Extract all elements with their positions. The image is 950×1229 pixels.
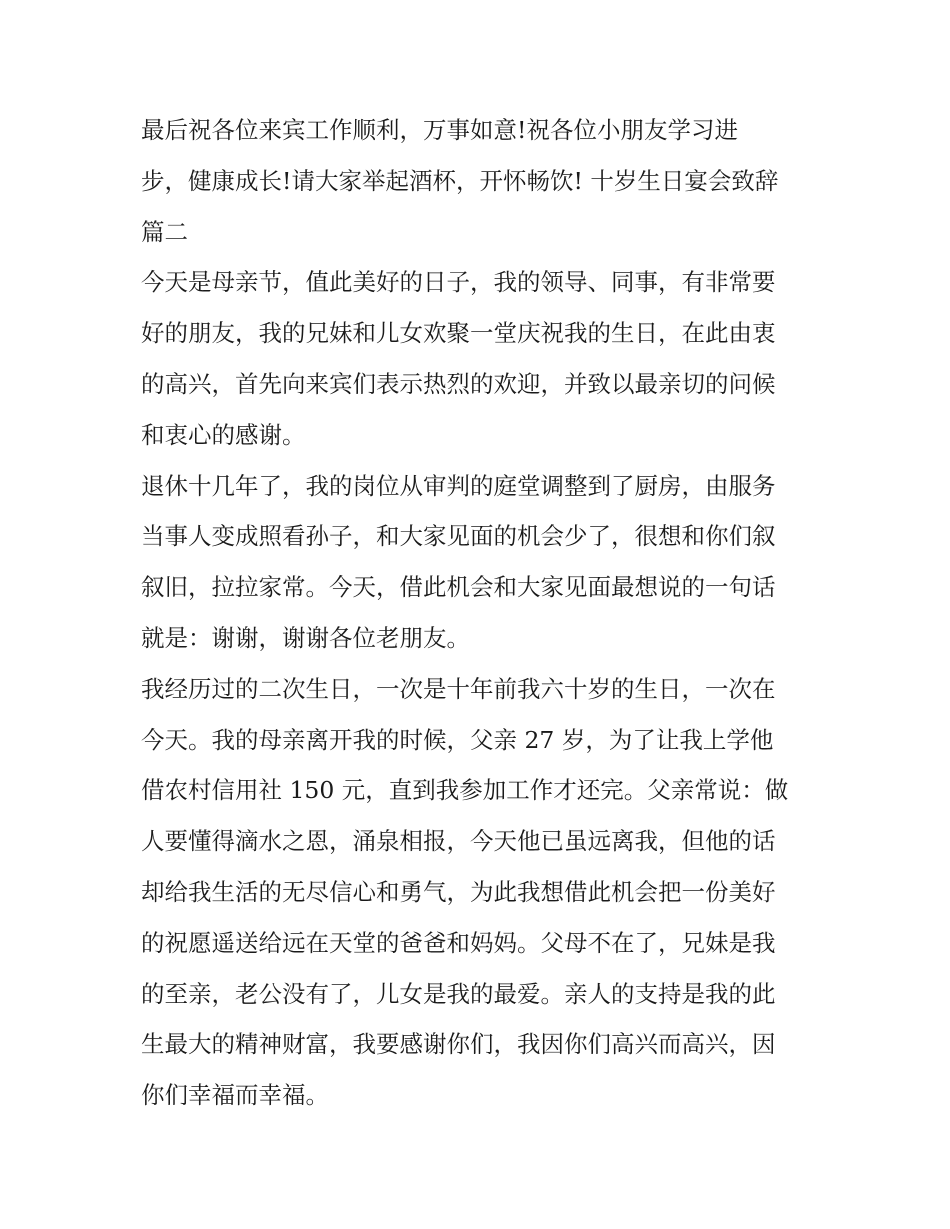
- text-line: 人要懂得滴水之恩，涌泉相报，今天他已虽远离我，但他的话: [141, 827, 776, 856]
- document-body: [141, 105, 821, 1121]
- text-line: 当事人变成照看孙子，和大家见面的机会少了，很想和你们叙: [141, 522, 776, 551]
- text-line: 你们幸福而幸福。: [141, 1081, 329, 1110]
- text-line: 最后祝各位来宾工作顺利，万事如意!祝各位小朋友学习进: [141, 116, 738, 144]
- text-line: 今天是母亲节，值此美好的日子，我的领导、同事，有非常要: [141, 268, 776, 297]
- text-line: 借农村信用社 150 元，直到我参加工作才还完。父亲常说：做: [141, 776, 789, 805]
- text-line: 生最大的精神财富，我要感谢你们，我因你们高兴而高兴，因: [141, 1030, 776, 1059]
- text-line: 退休十几年了，我的岗位从审判的庭堂调整到了厨房，由服务: [141, 471, 776, 500]
- text-line: 的至亲，老公没有了，儿女是我的最爱。亲人的支持是我的此: [141, 979, 776, 1008]
- text-line: 却给我生活的无尽信心和勇气，为此我想借此机会把一份美好: [141, 877, 776, 906]
- text-line: 的高兴，首先向来宾们表示热烈的欢迎，并致以最亲切的问候: [141, 369, 776, 398]
- text-line: 篇二: [141, 217, 188, 246]
- text-line: 和衷心的感谢。: [141, 420, 306, 449]
- text-line: 步，健康成长!请大家举起酒杯，开怀畅饮! 十岁生日宴会致辞: [141, 166, 779, 195]
- text-line: 的祝愿遥送给远在天堂的爸爸和妈妈。父母不在了，兄妹是我: [141, 928, 776, 957]
- text-line: 叙旧，拉拉家常。今天，借此机会和大家见面最想说的一句话: [141, 573, 776, 602]
- text-line: 今天。我的母亲离开我的时候，父亲 27 岁，为了让我上学他: [141, 725, 774, 754]
- text-line: 好的朋友，我的兄妹和儿女欢聚一堂庆祝我的生日，在此由衷: [141, 319, 776, 348]
- text-line: 就是：谢谢，谢谢各位老朋友。: [141, 623, 470, 652]
- text-line: 我经历过的二次生日，一次是十年前我六十岁的生日，一次在: [141, 674, 776, 703]
